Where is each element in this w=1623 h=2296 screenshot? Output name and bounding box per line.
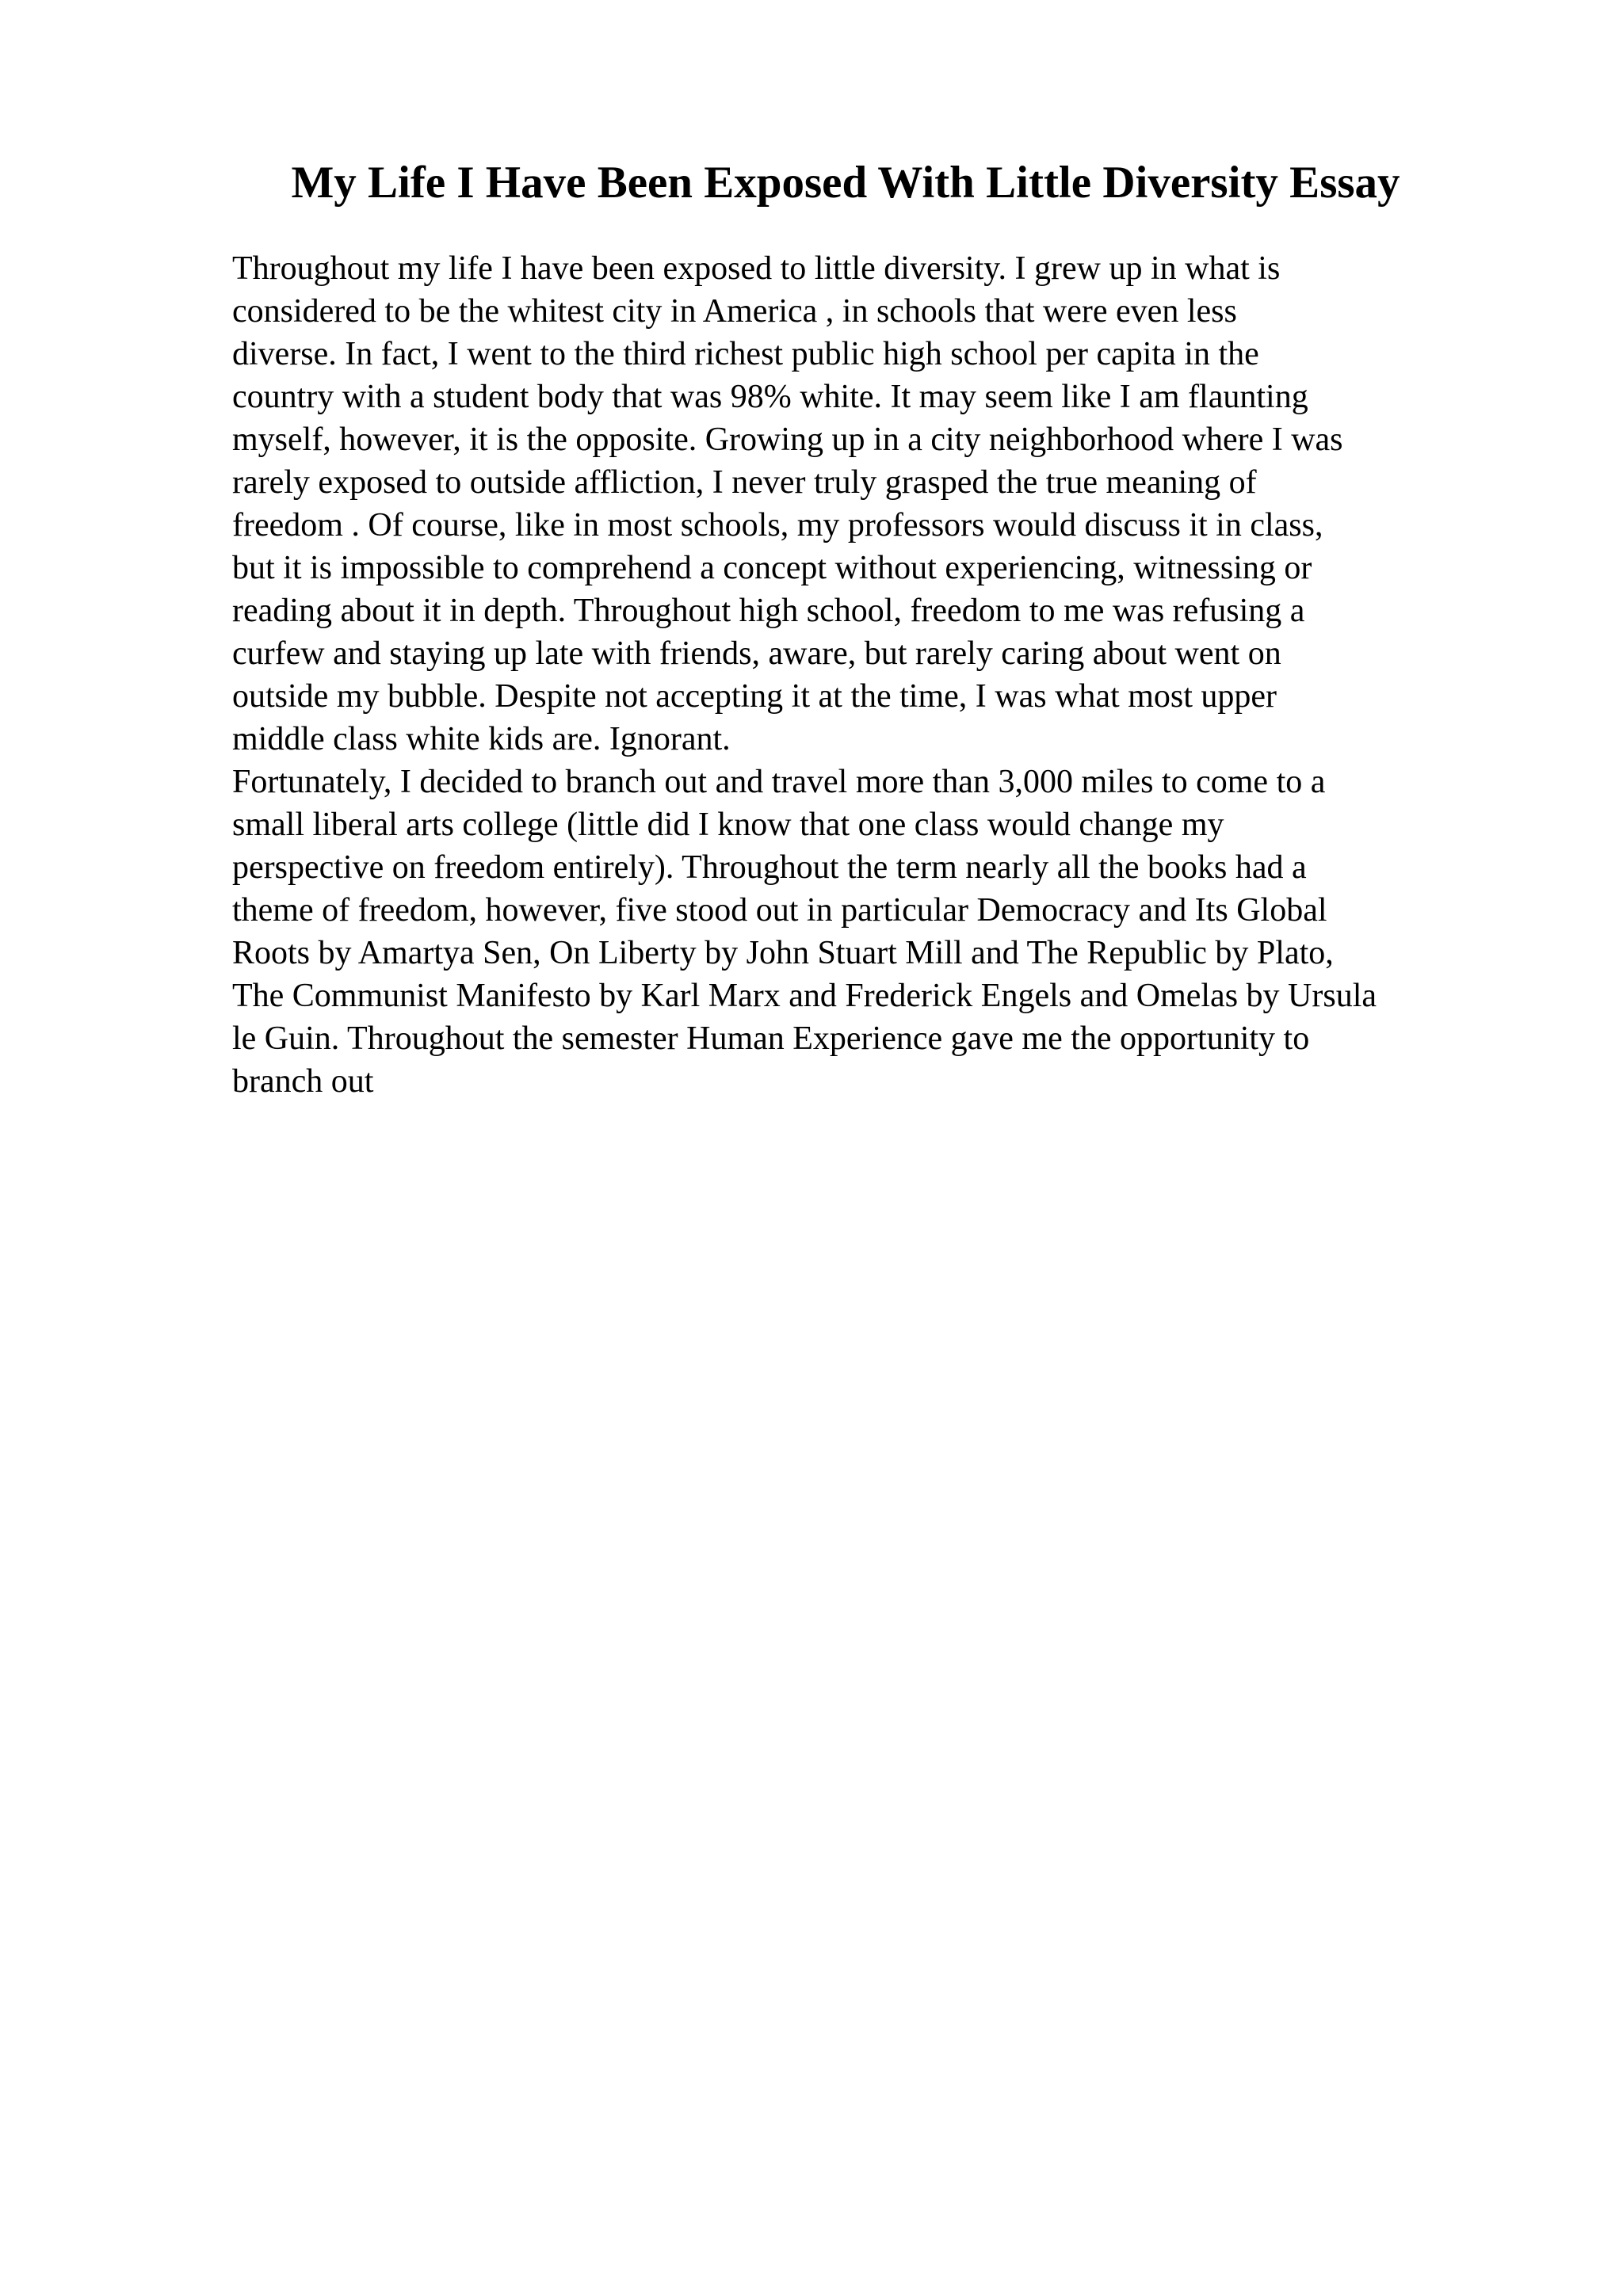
paragraph-2 xyxy=(232,761,1516,1103)
text-line: Throughout my life I have been exposed to little diversity. I grew up in what is xyxy=(232,250,1281,287)
text-line: but it is impossible to comprehend a concept without experiencing, witnessing or xyxy=(232,550,1312,586)
text-line: freedom . Of course, like in most schools, my professors would discuss it in class, xyxy=(232,507,1323,543)
text-line: curfew and staying up late with friends, aware, but rarely caring about went on xyxy=(232,635,1281,672)
text-line: perspective on freedom entirely). Throughout the term nearly all the books had a xyxy=(232,849,1307,886)
text-line: reading about it in depth. Throughout high school, freedom to me was refusing a xyxy=(232,593,1305,629)
text-line: considered to be the whitest city in America , in schools that were even less xyxy=(232,293,1237,330)
text-line: middle class white kids are. Ignorant. xyxy=(232,721,731,757)
text-line: outside my bubble. Despite not accepting it at the time, I was what most upper xyxy=(232,678,1277,715)
paragraph-1 xyxy=(232,247,1516,761)
essay-title: My Life I Have Been Exposed With Little Diversity Essay xyxy=(291,158,1400,208)
text-line: Roots by Amartya Sen, On Liberty by John Stuart Mill and The Republic by Plato, xyxy=(232,935,1334,971)
text-line: small liberal arts college (little did I know that one class would change my xyxy=(232,807,1224,843)
text-line: le Guin. Throughout the semester Human Experience gave me the opportunity to xyxy=(232,1020,1310,1057)
text-line: theme of freedom, however, five stood out in particular Democracy and Its Global xyxy=(232,892,1327,929)
text-line: Fortunately, I decided to branch out and travel more than 3,000 miles to come to a xyxy=(232,764,1326,800)
text-line: branch out xyxy=(232,1063,374,1100)
text-line: country with a student body that was 98% white. It may seem like I am flaunting xyxy=(232,379,1308,415)
text-line: diverse. In fact, I went to the third richest public high school per capita in the xyxy=(232,336,1259,372)
text-line: The Communist Manifesto by Karl Marx and Frederick Engels and Omelas by Ursula xyxy=(232,978,1377,1014)
text-line: myself, however, it is the opposite. Growing up in a city neighborhood where I was xyxy=(232,421,1343,458)
text-line: rarely exposed to outside affliction, I never truly grasped the true meaning of xyxy=(232,464,1257,501)
essay-body xyxy=(232,247,1516,1103)
